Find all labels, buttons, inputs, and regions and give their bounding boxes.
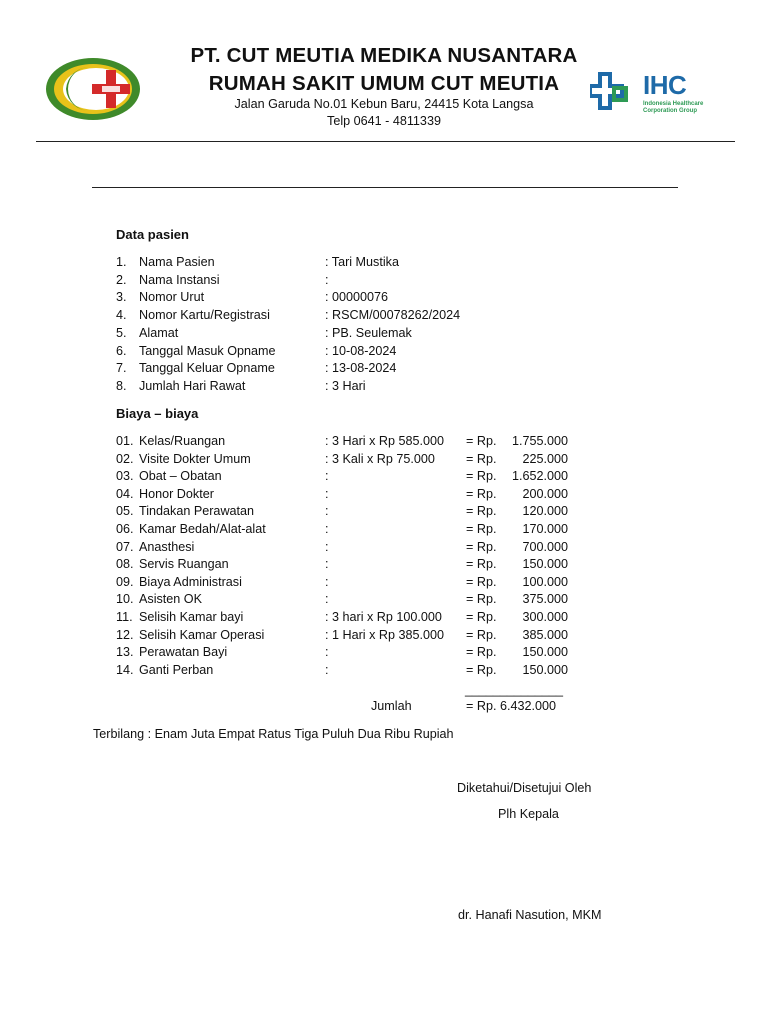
cost-row-amount: 1.652.000 xyxy=(511,469,568,484)
cost-row-amount: 385.000 xyxy=(522,627,568,642)
cost-row-number: 05. xyxy=(116,504,134,519)
cost-row xyxy=(0,663,768,680)
patient-row-label: Tanggal Keluar Opname xyxy=(139,361,275,376)
cost-row-amount: 120.000 xyxy=(522,504,568,519)
cost-row xyxy=(0,628,768,645)
cost-row-detail: : xyxy=(325,557,329,572)
patient-row-label: Nomor Urut xyxy=(139,290,205,305)
cost-row-number: 04. xyxy=(116,486,134,501)
cost-row-amount: 150.000 xyxy=(522,557,568,572)
cost-row-detail: : 3 hari x Rp 100.000 xyxy=(325,610,442,624)
patient-row-label: Nama Pasien xyxy=(139,255,215,269)
cost-row-label: Perawatan Bayi xyxy=(139,645,228,660)
cost-row-detail: : 3 Hari x Rp 585.000 xyxy=(325,434,445,448)
patient-row xyxy=(0,361,768,378)
hospital-address: Jalan Garuda No.01 Kebun Baru, 24415 Kota Langsa xyxy=(234,97,534,111)
patient-row-number: 8. xyxy=(116,378,127,393)
patient-row xyxy=(0,344,768,361)
cost-row-equals: = Rp. xyxy=(466,627,497,642)
cost-row-label: Tindakan Perawatan xyxy=(139,504,255,519)
patient-row-value: : 13-08-2024 xyxy=(325,361,397,376)
cost-row-number: 07. xyxy=(116,539,134,554)
cost-row-equals: = Rp. xyxy=(466,557,497,572)
cost-row-detail: : xyxy=(325,504,329,519)
patient-row-label: Jumlah Hari Rawat xyxy=(139,378,246,393)
cost-row-equals: = Rp. xyxy=(466,434,497,448)
cost-row-number: 12. xyxy=(116,627,134,642)
cost-row-equals: = Rp. xyxy=(466,522,497,536)
patient-row xyxy=(0,255,768,272)
cost-row-number: 11. xyxy=(116,610,133,624)
cost-row-amount: 200.000 xyxy=(522,486,568,501)
cost-row-amount: 1.755.000 xyxy=(511,434,568,448)
cost-row-label: Servis Ruangan xyxy=(139,557,229,572)
cost-row-detail: : xyxy=(325,522,329,536)
cost-row-detail: : xyxy=(325,574,329,589)
patient-row-number: 3. xyxy=(116,290,127,305)
cost-row-amount: 700.000 xyxy=(522,539,568,554)
ihc-logo-subtitle-line2: Corporation Group xyxy=(643,108,697,114)
patient-row-number: 7. xyxy=(116,361,127,376)
cost-row-detail: : 3 Kali x Rp 75.000 xyxy=(325,451,435,466)
amount-in-words: Terbilang : Enam Juta Empat Ratus Tiga Puluh Dua Ribu Rupiah xyxy=(93,727,454,741)
patient-row-number: 1. xyxy=(116,255,127,269)
cost-row-detail: : xyxy=(325,486,329,501)
cost-row-label: Selisih Kamar Operasi xyxy=(139,627,265,642)
total-underline: ______________ xyxy=(465,683,564,697)
hospital-name: RUMAH SAKIT UMUM CUT MEUTIA xyxy=(208,72,560,95)
cost-row-label: Selisih Kamar bayi xyxy=(139,610,244,624)
patient-row-label: Nomor Kartu/Registrasi xyxy=(139,308,270,323)
patient-row-value: : RSCM/00078262/2024 xyxy=(325,308,461,323)
cost-row xyxy=(0,610,768,627)
cost-row-label: Ganti Perban xyxy=(139,662,214,677)
patient-row-number: 5. xyxy=(116,325,127,340)
patient-row xyxy=(0,308,768,325)
company-name: PT. CUT MEUTIA MEDIKA NUSANTARA xyxy=(190,44,578,67)
cost-row-amount: 100.000 xyxy=(522,574,568,589)
cost-row-detail: : xyxy=(325,592,329,607)
cost-row xyxy=(0,645,768,662)
patient-row-number: 6. xyxy=(116,343,127,358)
patient-row xyxy=(0,290,768,307)
approver-position: Plh Kepala xyxy=(498,807,559,821)
cost-row-amount: 300.000 xyxy=(522,610,568,624)
patient-row xyxy=(0,273,768,290)
cost-row xyxy=(0,575,768,592)
cost-row xyxy=(0,434,768,451)
patient-row-value: : PB. Seulemak xyxy=(325,325,412,340)
cost-row-number: 13. xyxy=(116,645,134,660)
cost-row-detail: : 1 Hari x Rp 385.000 xyxy=(325,627,445,642)
ihc-logo-subtitle-line1: Indonesia Healthcare xyxy=(643,101,704,107)
total-value: = Rp. 6.432.000 xyxy=(466,699,556,713)
cost-row-amount: 170.000 xyxy=(522,522,568,536)
cost-row-detail: : xyxy=(325,539,329,554)
hospital-phone: Telp 0641 - 4811339 xyxy=(327,114,441,128)
cost-row-equals: = Rp. xyxy=(466,662,497,677)
cost-row-label: Biaya Administrasi xyxy=(139,574,242,589)
patient-row-label: Alamat xyxy=(139,325,179,340)
cost-row-equals: = Rp. xyxy=(466,610,497,624)
cost-row-label: Asisten OK xyxy=(139,592,202,607)
cost-row-number: 06. xyxy=(116,522,134,536)
cost-row-equals: = Rp. xyxy=(466,645,497,660)
cost-row-number: 09. xyxy=(116,574,134,589)
cost-row-label: Honor Dokter xyxy=(139,486,214,501)
cost-row xyxy=(0,469,768,486)
cost-row xyxy=(0,540,768,557)
cost-row-label: Kamar Bedah/Alat-alat xyxy=(139,522,266,536)
patient-section-title: Data pasien xyxy=(116,227,189,242)
header-divider xyxy=(36,141,735,142)
cost-row xyxy=(0,504,768,521)
approval-label: Diketahui/Disetujui Oleh xyxy=(457,781,592,795)
patient-row-label: Tanggal Masuk Opname xyxy=(139,343,276,358)
patient-row-value: : Tari Mustika xyxy=(325,255,399,269)
cost-row-label: Visite Dokter Umum xyxy=(139,451,251,466)
cost-row-label: Kelas/Ruangan xyxy=(139,434,226,448)
cost-row-amount: 150.000 xyxy=(522,645,568,660)
patient-row-value: : 00000076 xyxy=(325,290,389,305)
ihc-logo-text: IHC xyxy=(643,70,687,100)
cost-row-label: Anasthesi xyxy=(139,539,195,554)
patient-row-number: 4. xyxy=(116,308,127,323)
cost-row-detail: : xyxy=(325,645,329,660)
cost-row-equals: = Rp. xyxy=(466,451,497,466)
patient-row-value: : 3 Hari xyxy=(325,378,366,393)
cost-row xyxy=(0,522,768,539)
cost-row-detail: : xyxy=(325,469,329,484)
cost-row-detail: : xyxy=(325,662,329,677)
patient-row xyxy=(0,326,768,343)
cost-row-equals: = Rp. xyxy=(466,592,497,607)
cost-row-number: 01. xyxy=(116,434,134,448)
cost-row-amount: 225.000 xyxy=(522,451,568,466)
patient-row-number: 2. xyxy=(116,272,127,287)
cost-row-label: Obat – Obatan xyxy=(139,469,222,484)
cost-row-equals: = Rp. xyxy=(466,539,497,554)
content-divider xyxy=(92,187,678,188)
patient-row-value: : 10-08-2024 xyxy=(325,343,397,358)
cost-row xyxy=(0,487,768,504)
cost-row-number: 03. xyxy=(116,469,134,484)
cost-row-number: 02. xyxy=(116,451,134,466)
cost-row-number: 10. xyxy=(116,592,134,607)
patient-row-value: : xyxy=(325,272,329,287)
cost-row-equals: = Rp. xyxy=(466,504,497,519)
cost-row-number: 14. xyxy=(116,662,134,677)
cost-row xyxy=(0,452,768,469)
cost-row-amount: 150.000 xyxy=(522,662,568,677)
cost-row-number: 08. xyxy=(116,557,134,572)
patient-row xyxy=(0,379,768,396)
approver-name: dr. Hanafi Nasution, MKM xyxy=(458,908,602,922)
cost-row-equals: = Rp. xyxy=(466,574,497,589)
total-label: Jumlah xyxy=(371,699,412,713)
patient-row-label: Nama Instansi xyxy=(139,272,220,287)
cost-row xyxy=(0,557,768,574)
cost-row-equals: = Rp. xyxy=(466,486,497,501)
cost-row-amount: 375.000 xyxy=(522,592,568,607)
cost-row xyxy=(0,592,768,609)
costs-section-title: Biaya – biaya xyxy=(116,406,199,421)
cost-row-equals: = Rp. xyxy=(466,469,497,484)
